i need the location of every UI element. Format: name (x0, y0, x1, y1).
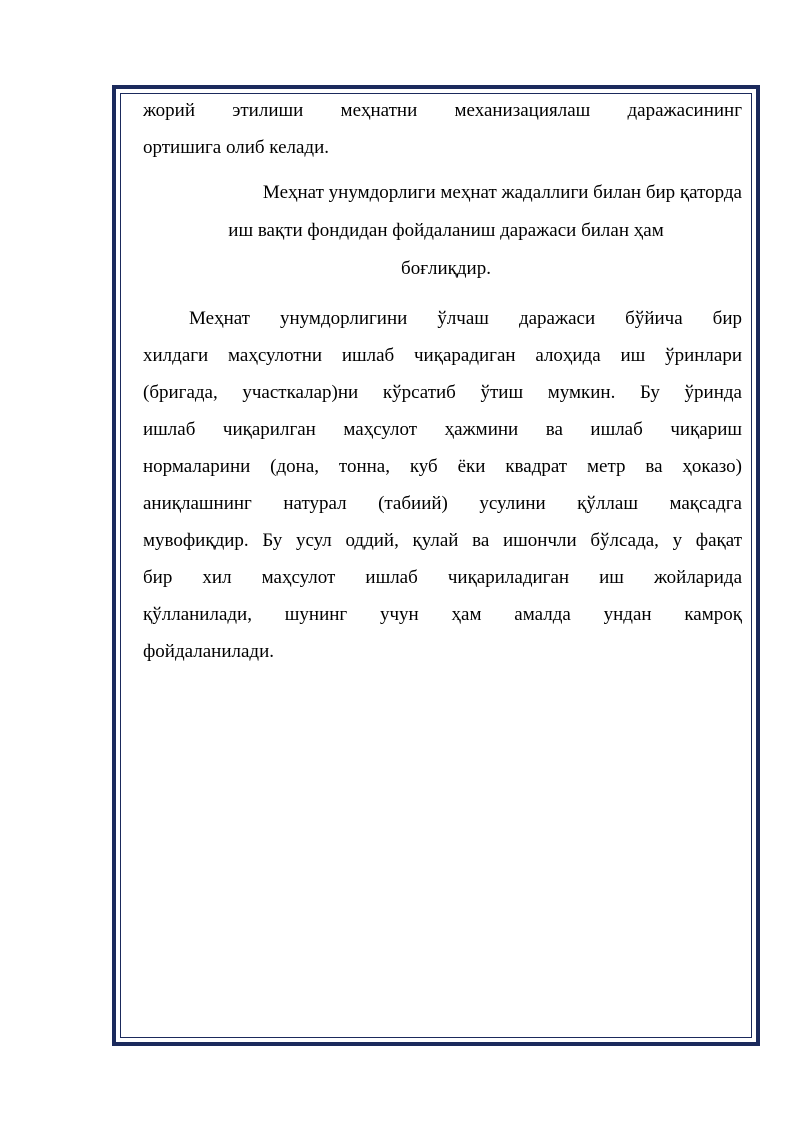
paragraph-3-line-8: бир хил маҳсулот ишлаб чиқариладиган иш жойларида (143, 567, 742, 588)
paragraph-3-line-9: қўлланилади, шунинг учун ҳам амалда ундан камроқ (143, 604, 742, 625)
paragraph-3-line-6: аниқлашнинг натурал (табиий) усулини қўллаш мақсадга (143, 493, 742, 514)
paragraph-1-line-2: ортишига олиб келади. (143, 137, 330, 158)
paragraph-2-line-1: Меҳнат унумдорлиги меҳнат жадаллиги билан бир қаторда (262, 182, 742, 203)
paragraph-3-line-1: Меҳнат унумдорлигини ўлчаш даражаси бўйича бир (189, 308, 742, 329)
paragraph-3-line-4: ишлаб чиқарилган маҳсулот ҳажмини ва ишлаб чиқариш (143, 419, 742, 440)
paragraph-3-line-5: нормаларини (дона, тонна, куб ёки квадрат метр ва ҳоказо) (143, 456, 742, 477)
paragraph-3-line-10: фойдаланилади. (143, 641, 274, 662)
paragraph-3-line-3: (бригада, участкалар)ни кўрсатиб ўтиш мумкин. Бу ўринда (143, 382, 742, 403)
paragraph-3-line-2: хилдаги маҳсулотни ишлаб чиқарадиган алоҳида иш ўринлари (143, 345, 742, 366)
paragraph-2-line-2: иш вақти фондидан фойдаланиш даражаси билан ҳам (228, 220, 664, 241)
paragraph-3-line-7: мувофиқдир. Бу усул оддий, қулай ва ишончли бўлсада, у фақат (143, 530, 742, 551)
paragraph-2 (150, 174, 742, 288)
paragraph-1 (143, 92, 742, 166)
paragraph-3 (143, 300, 742, 670)
paragraph-2-line-3: боғлиқдир. (401, 258, 491, 279)
paragraph-1-line-1: жорий этилиши меҳнатни механизациялаш даражасининг (143, 100, 742, 121)
